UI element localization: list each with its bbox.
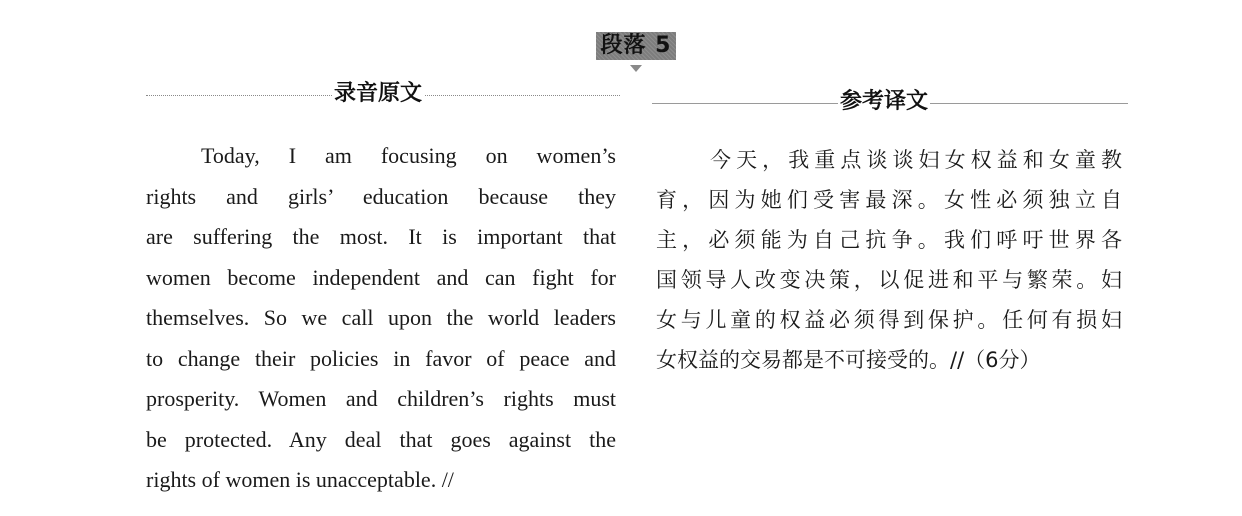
translation-line: 育，因为她们受害最深。女性必须独立自 <box>656 188 1122 212</box>
transcript-line: Today, I am focusing on women’s <box>201 143 616 168</box>
transcript-line: rights and girls’ education because they <box>146 183 616 209</box>
transcript-line: prosperity. Women and children’s rights must <box>146 386 616 411</box>
transcript-line: themselves. So we call upon the world leaders <box>146 305 616 330</box>
down-arrow-icon <box>630 65 642 72</box>
translation-title: 参考译文 <box>838 86 930 118</box>
transcript-body <box>146 136 616 501</box>
translation-body <box>656 140 1122 380</box>
translation-header <box>652 84 1128 124</box>
transcript-line: rights of women is unacceptable. // <box>146 467 454 492</box>
transcript-line: women become independent and can fight for <box>146 264 616 290</box>
paragraph-number-label: 段落 5 <box>596 32 676 60</box>
translation-line: 主，必须能为自己抗争。我们呼吁世界各 <box>656 228 1122 252</box>
transcript-title: 录音原文 <box>332 78 424 110</box>
translation-line: 女与儿童的权益必须得到保护。任何有损妇 <box>656 308 1122 332</box>
translation-line: 女权益的交易都是不可接受的。//（6分） <box>656 348 1041 372</box>
transcript-line: to change their policies in favor of peace and <box>146 345 616 371</box>
translation-line: 今天，我重点谈谈妇女权益和女童教 <box>710 148 1122 172</box>
translation-line: 国领导人改变决策，以促进和平与繁荣。妇 <box>656 268 1122 292</box>
transcript-line: are suffering the most. It is important that <box>146 224 616 249</box>
transcript-header <box>146 76 620 116</box>
transcript-line: be protected. Any deal that goes against the <box>146 426 616 452</box>
